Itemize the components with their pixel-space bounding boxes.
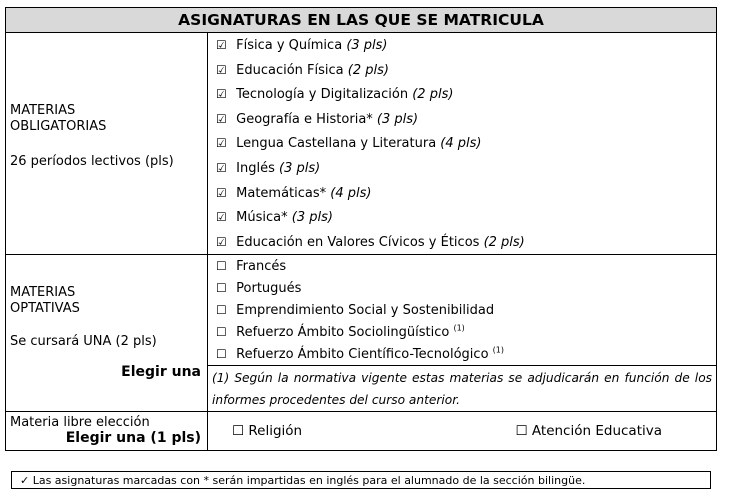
optional-item-refuerzo-socio[interactable]: ☐ Refuerzo Ámbito Sociolingüístico $^{(1)}$ bbox=[208, 321, 716, 343]
subject-item-matematicas[interactable]: ☑ Matemáticas* (4 pls) bbox=[208, 181, 716, 206]
optativas-subtitle: Se cursará UNA (2 pls) bbox=[10, 334, 157, 350]
checkbox-icon[interactable]: ☐ bbox=[216, 347, 227, 362]
subject-item-lengua[interactable]: ☑ Lengua Castellana y Literatura (4 pls) bbox=[208, 131, 716, 156]
checked-checkbox-icon[interactable]: ☑ bbox=[216, 62, 227, 77]
checked-checkbox-icon[interactable]: ☑ bbox=[216, 185, 227, 200]
optativas-label-cell bbox=[6, 255, 208, 411]
subject-item-geografia[interactable]: ☑ Geografía e Historia* (3 pls) bbox=[208, 107, 716, 132]
checked-checkbox-icon[interactable]: ☑ bbox=[216, 111, 227, 126]
checkbox-icon[interactable]: ☐ bbox=[216, 325, 227, 340]
checkbox-icon[interactable]: ☐ bbox=[216, 303, 227, 318]
libre-section bbox=[6, 412, 716, 450]
obligatorias-section bbox=[6, 33, 716, 255]
optativas-list bbox=[208, 255, 716, 411]
subject-item-ingles[interactable]: ☑ Inglés (3 pls) bbox=[208, 156, 716, 181]
checked-checkbox-icon[interactable]: ☑ bbox=[216, 234, 227, 249]
obligatorias-periods: 26 períodos lectivos (pls) bbox=[10, 154, 174, 169]
optativas-footnote: (1) Según la normativa vigente estas materias se adjudicarán en función de los informes procedentes del curso anterior. bbox=[208, 365, 716, 411]
checked-checkbox-icon[interactable]: ☑ bbox=[216, 38, 227, 52]
subject-item-valores[interactable]: ☑ Educación en Valores Cívicos y Éticos (2 pls) bbox=[208, 230, 716, 255]
optional-item-frances[interactable]: ☐ Francés bbox=[208, 255, 716, 277]
bilingual-note: ✓ Las asignaturas marcadas con * serán impartidas en inglés para el alumnado de la sección bilingüe. bbox=[11, 471, 711, 489]
optional-item-emprendimiento[interactable]: ☐ Emprendimiento Social y Sostenibilidad bbox=[208, 299, 716, 321]
libre-options bbox=[208, 412, 716, 450]
obligatorias-list bbox=[208, 33, 716, 254]
subject-item-educacion-fisica[interactable]: ☑ Educación Física (2 pls) bbox=[208, 58, 716, 83]
enrollment-form bbox=[5, 7, 717, 451]
optativas-heading: MATERIAS OPTATIVAS bbox=[10, 285, 80, 317]
optativas-section bbox=[6, 255, 716, 412]
obligatorias-label-cell bbox=[6, 33, 208, 254]
checkbox-icon[interactable]: ☐ bbox=[216, 259, 227, 274]
checked-checkbox-icon[interactable]: ☑ bbox=[216, 210, 227, 225]
libre-choose: Elegir una (1 pls) bbox=[65, 430, 201, 447]
subject-item-tecnologia[interactable]: ☑ Tecnología y Digitalización (2 pls) bbox=[208, 82, 716, 107]
checked-checkbox-icon[interactable]: ☑ bbox=[216, 87, 227, 102]
obligatorias-heading: MATERIAS OBLIGATORIAS bbox=[10, 103, 107, 134]
religion-option[interactable]: ☐ Religión bbox=[232, 423, 303, 440]
subject-item-musica[interactable]: ☑ Música* (3 pls) bbox=[208, 205, 716, 230]
optional-item-refuerzo-cientifico[interactable]: ☐ Refuerzo Ámbito Científico-Tecnológico $^{(1)}$ bbox=[208, 343, 716, 365]
optional-item-portugues[interactable]: ☐ Portugués bbox=[208, 277, 716, 299]
optativas-choose: Elegir una bbox=[121, 364, 201, 381]
subject-item-fisica-quimica[interactable]: ☑ Física y Química (3 pls) bbox=[208, 33, 716, 58]
checked-checkbox-icon[interactable]: ☑ bbox=[216, 160, 227, 175]
checkbox-icon[interactable]: ☐ bbox=[216, 281, 227, 296]
form-title: ASIGNATURAS EN LAS QUE SE MATRICULA bbox=[6, 8, 716, 33]
libre-label-cell bbox=[6, 412, 208, 450]
checked-checkbox-icon[interactable]: ☑ bbox=[216, 136, 227, 151]
atencion-educativa-option[interactable]: ☐ Atención Educativa bbox=[515, 423, 662, 440]
libre-label: Materia libre elección bbox=[10, 415, 150, 431]
